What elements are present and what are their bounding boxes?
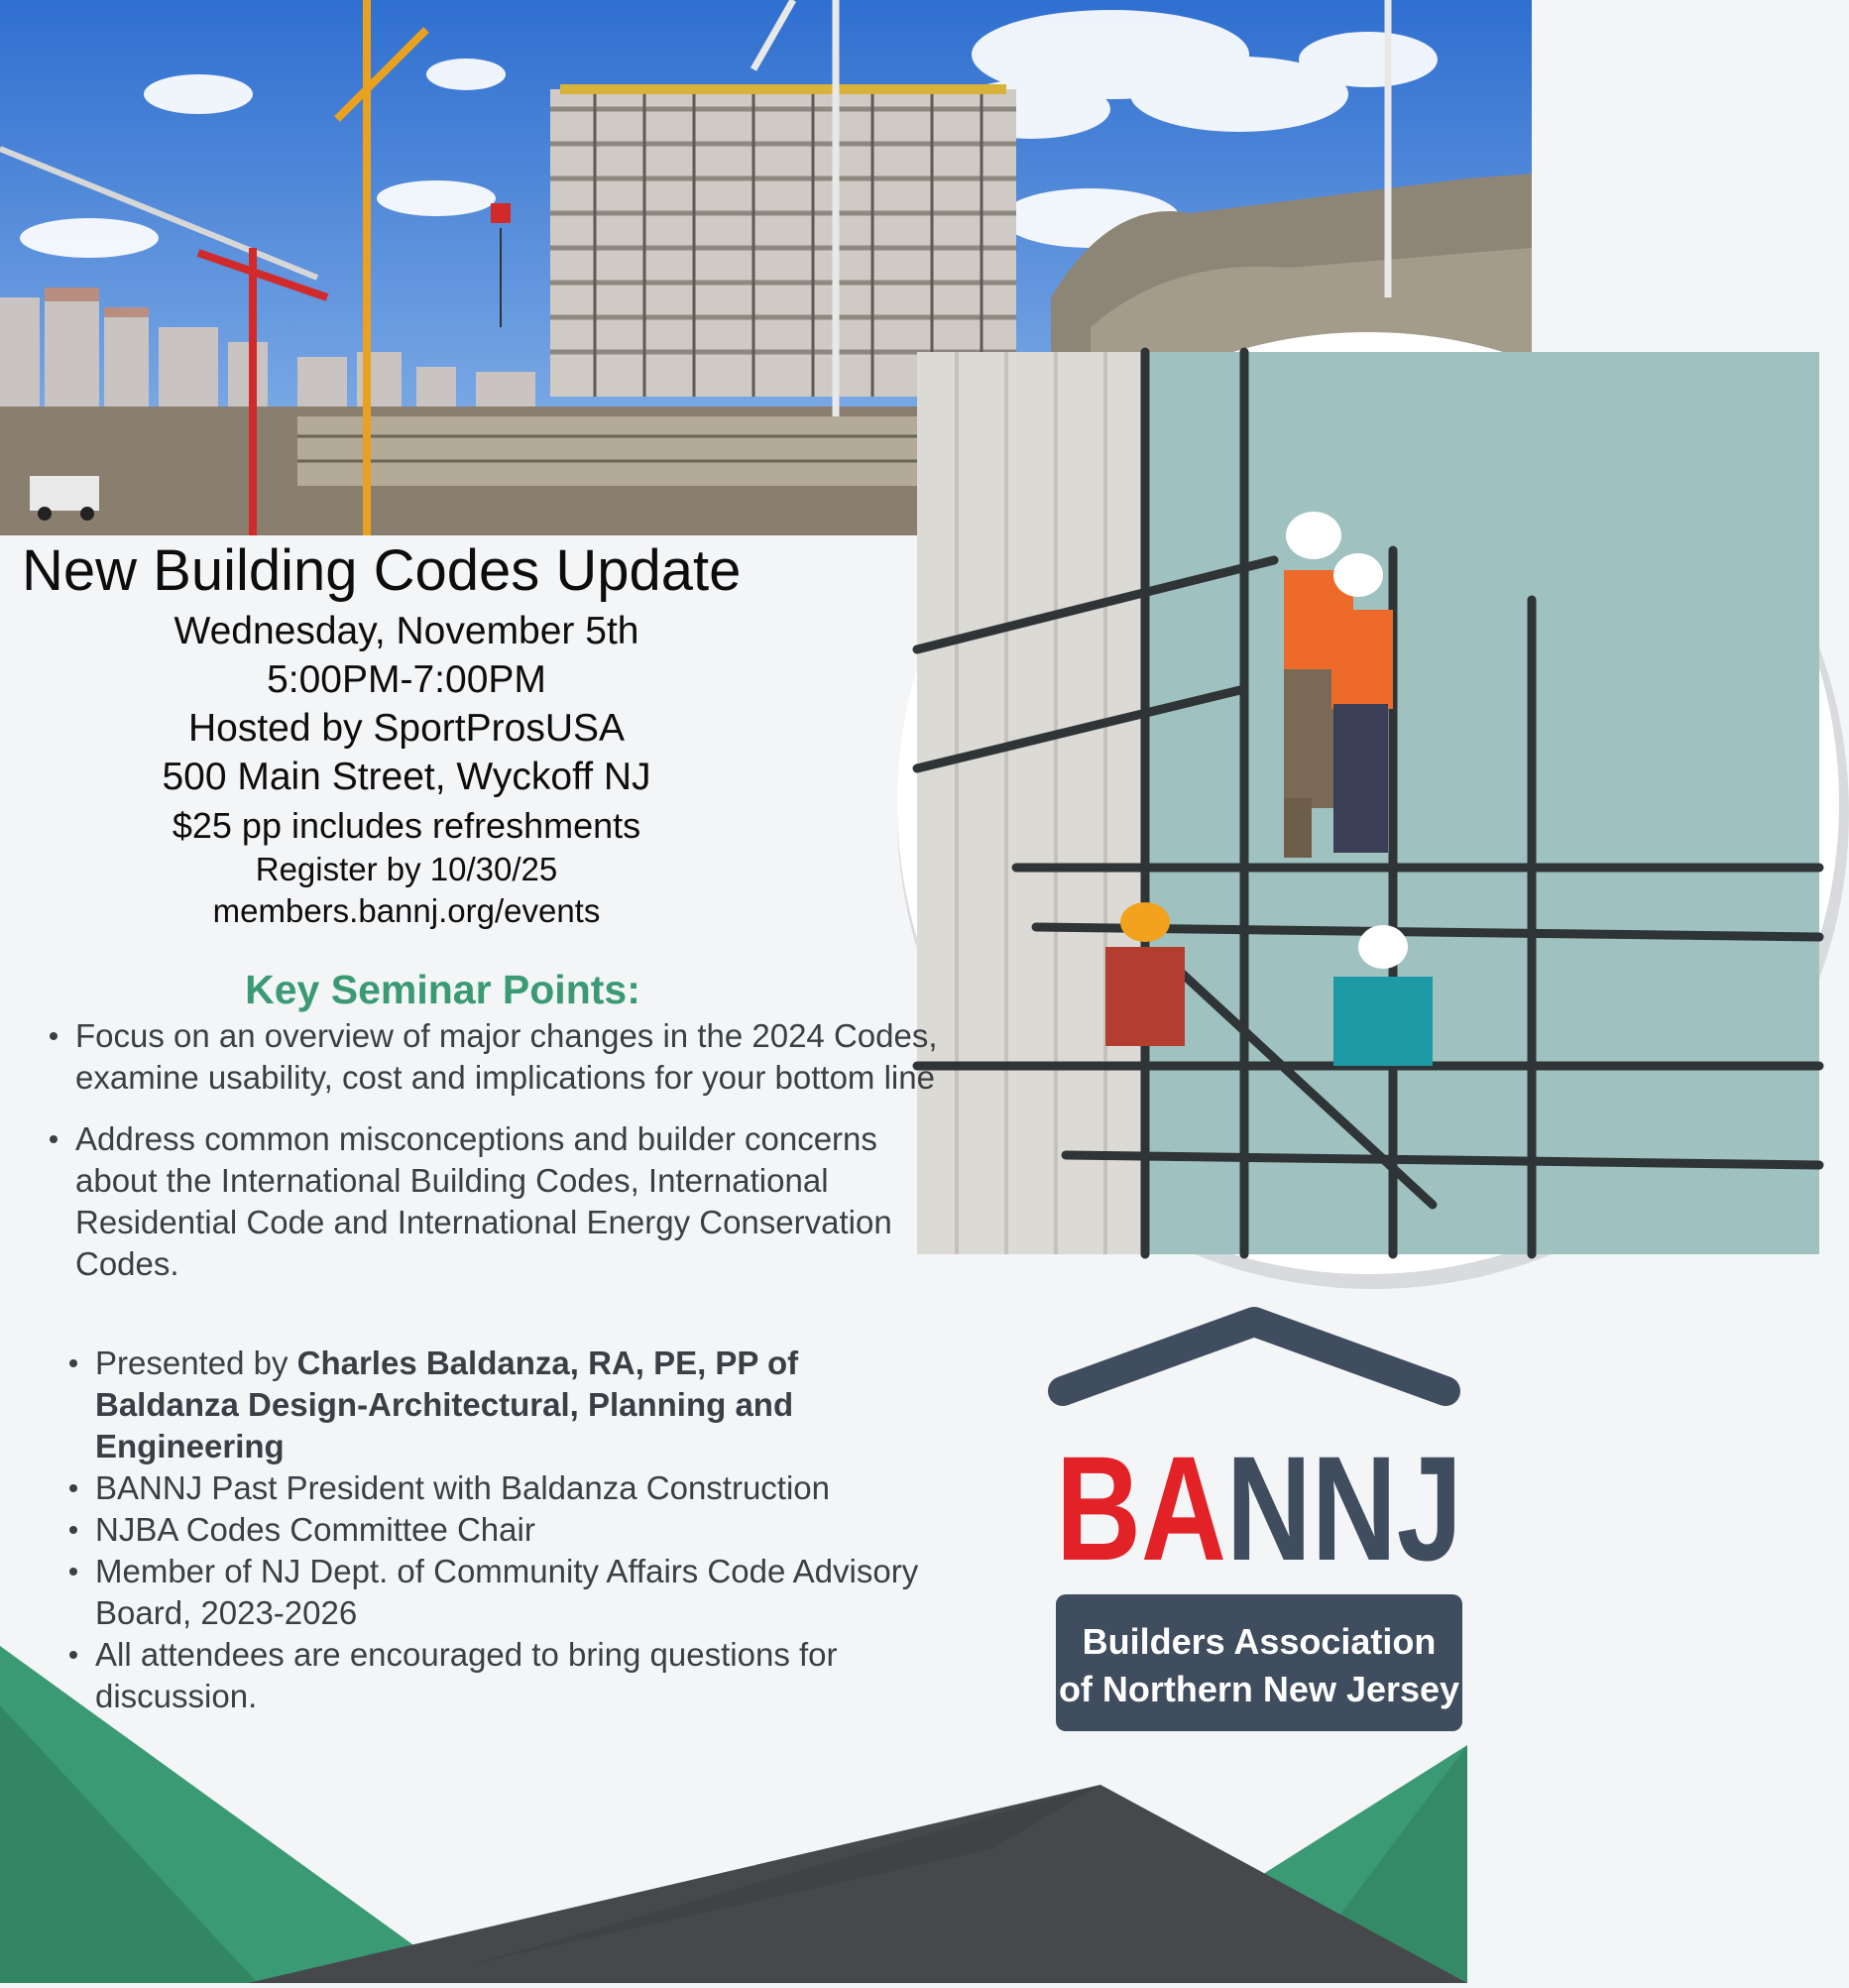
list-item: All attendees are encouraged to bring questions for discussion.	[95, 1634, 948, 1717]
event-url[interactable]: members.bannj.org/events	[212, 892, 601, 929]
list-item: NJBA Codes Committee Chair	[95, 1509, 948, 1551]
key-points-list	[75, 1015, 948, 1305]
presenter-name: Charles Baldanza, RA, PE, PP of Baldanza Design-Architectural, Planning and Engineering	[95, 1345, 799, 1464]
register-deadline: Register by 10/30/25	[255, 851, 558, 887]
list-item: BANNJ Past President with Baldanza Construction	[95, 1467, 948, 1509]
scaffolding-illustration	[917, 352, 1819, 1254]
event-price: $25 pp includes refreshments	[172, 805, 641, 846]
list-item: Focus on an overview of major changes in the 2024 Codes, examine usability, cost and implications for your bottom line	[75, 1015, 948, 1099]
workers-scaffolding-photo	[917, 352, 1819, 1254]
key-points-heading: Key Seminar Points:	[245, 967, 640, 1012]
event-host: Hosted by SportProsUSA	[187, 707, 626, 750]
presenter-item	[95, 1343, 948, 1467]
list-item: Address common misconceptions and builder concerns about the International Building Codes, International Residential Code and International Energy Conservation Codes.	[75, 1118, 948, 1285]
bannj-logo-graphic	[1051, 1297, 1524, 1733]
logo-line-1: Builders Association	[1082, 1621, 1437, 1662]
list-item: Member of NJ Dept. of Community Affairs Code Advisory Board, 2023-2026	[95, 1551, 948, 1634]
presenter-prefix: Presented by	[95, 1345, 297, 1381]
logo-line-2: of Northern New Jersey	[1058, 1669, 1460, 1709]
event-title: New Building Codes Update	[22, 538, 742, 603]
event-date: Wednesday, November 5th	[173, 610, 639, 652]
roof-icon	[1063, 1322, 1445, 1391]
bannj-logo	[1051, 1297, 1524, 1733]
logo-wordmark: BANNJ	[1056, 1425, 1524, 1591]
event-time: 5:00PM-7:00PM	[267, 658, 546, 701]
event-address: 500 Main Street, Wyckoff NJ	[162, 756, 651, 798]
